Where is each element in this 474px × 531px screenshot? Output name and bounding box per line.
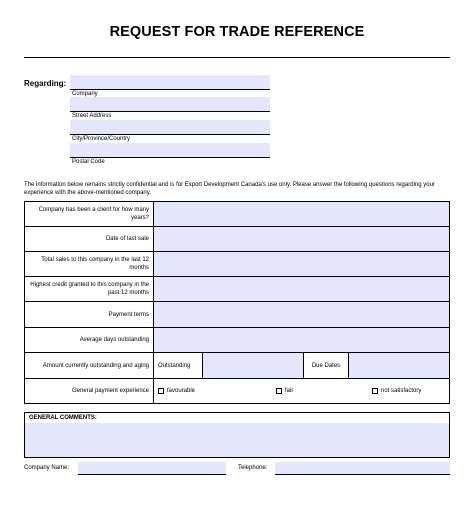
amount-current-cell xyxy=(154,353,450,379)
not-satisfactory-option[interactable] xyxy=(372,388,421,394)
telephone-field[interactable] xyxy=(275,462,450,475)
fair-checkbox[interactable] xyxy=(276,388,282,394)
street-address-field[interactable] xyxy=(70,97,270,111)
client-years-label: Company has been a client for how many years? xyxy=(25,202,154,227)
not-satisfactory-checkbox[interactable] xyxy=(372,388,378,394)
fair-option[interactable] xyxy=(276,388,372,394)
average-days-field[interactable] xyxy=(154,328,450,353)
trade-reference-table xyxy=(24,201,450,404)
company-label: Company xyxy=(72,91,98,97)
table-row xyxy=(25,277,450,302)
favourable-label: favourable xyxy=(167,388,196,394)
street-address-label: Street Address xyxy=(72,113,112,119)
general-comments-field[interactable] xyxy=(24,412,450,458)
table-row xyxy=(25,252,450,277)
table-row xyxy=(25,379,450,404)
outstanding-field[interactable] xyxy=(203,353,303,378)
regarding-label: Regarding: xyxy=(24,79,67,88)
company-name-label: Company Name: xyxy=(24,465,70,471)
not-satisfactory-label: not satisfactory xyxy=(381,388,422,394)
client-years-field[interactable] xyxy=(154,202,450,227)
payment-terms-field[interactable] xyxy=(154,302,450,328)
confidentiality-notice: The information below remains strictly confidential and is for Export Development Canada's use only. Please answer the following questions regarding your experience with the above-mentioned company. xyxy=(24,182,435,196)
highest-credit-field[interactable] xyxy=(154,277,450,302)
city-province-country-label: City/Province/Country xyxy=(72,136,131,142)
table-row xyxy=(25,202,450,227)
payment-terms-label: Payment terms xyxy=(25,302,154,328)
favourable-option[interactable] xyxy=(154,388,276,394)
total-sales-label: Total sales to this company in the last 12 months xyxy=(25,252,154,277)
general-payment-label: General payment experience xyxy=(25,379,154,404)
table-row xyxy=(25,302,450,328)
table-row xyxy=(25,353,450,379)
company-field[interactable] xyxy=(70,75,270,89)
city-province-country-field[interactable] xyxy=(70,120,270,134)
postal-code-field[interactable] xyxy=(70,143,270,157)
street-address-underline xyxy=(70,111,270,112)
general-comments-label: GENERAL COMMENTS: xyxy=(25,413,449,423)
amount-current-label: Amount currently outstanding and aging xyxy=(25,353,154,379)
title-divider xyxy=(24,57,450,58)
last-sale-label: Date of last sale xyxy=(25,227,154,252)
due-dates-label: Due Dates xyxy=(303,353,349,378)
outstanding-label: Outstanding xyxy=(154,353,203,378)
postal-code-underline xyxy=(70,157,270,158)
page-title: REQUEST FOR TRADE REFERENCE xyxy=(109,24,365,40)
city-province-country-underline xyxy=(70,134,270,135)
average-days-label: Average days outstanding xyxy=(25,328,154,353)
due-dates-field[interactable] xyxy=(349,353,449,378)
table-row xyxy=(25,328,450,353)
company-underline xyxy=(70,89,270,90)
last-sale-field[interactable] xyxy=(154,227,450,252)
highest-credit-label: Highest credit granted to this company in the past 12 months xyxy=(25,277,154,302)
postal-code-label: Postal Code xyxy=(72,159,105,165)
total-sales-field[interactable] xyxy=(154,252,450,277)
favourable-checkbox[interactable] xyxy=(158,388,164,394)
telephone-label: Telephone: xyxy=(238,465,268,471)
table-row xyxy=(25,227,450,252)
company-name-field[interactable] xyxy=(78,462,226,475)
fair-label: fair xyxy=(285,388,294,394)
general-payment-cell xyxy=(154,379,450,404)
